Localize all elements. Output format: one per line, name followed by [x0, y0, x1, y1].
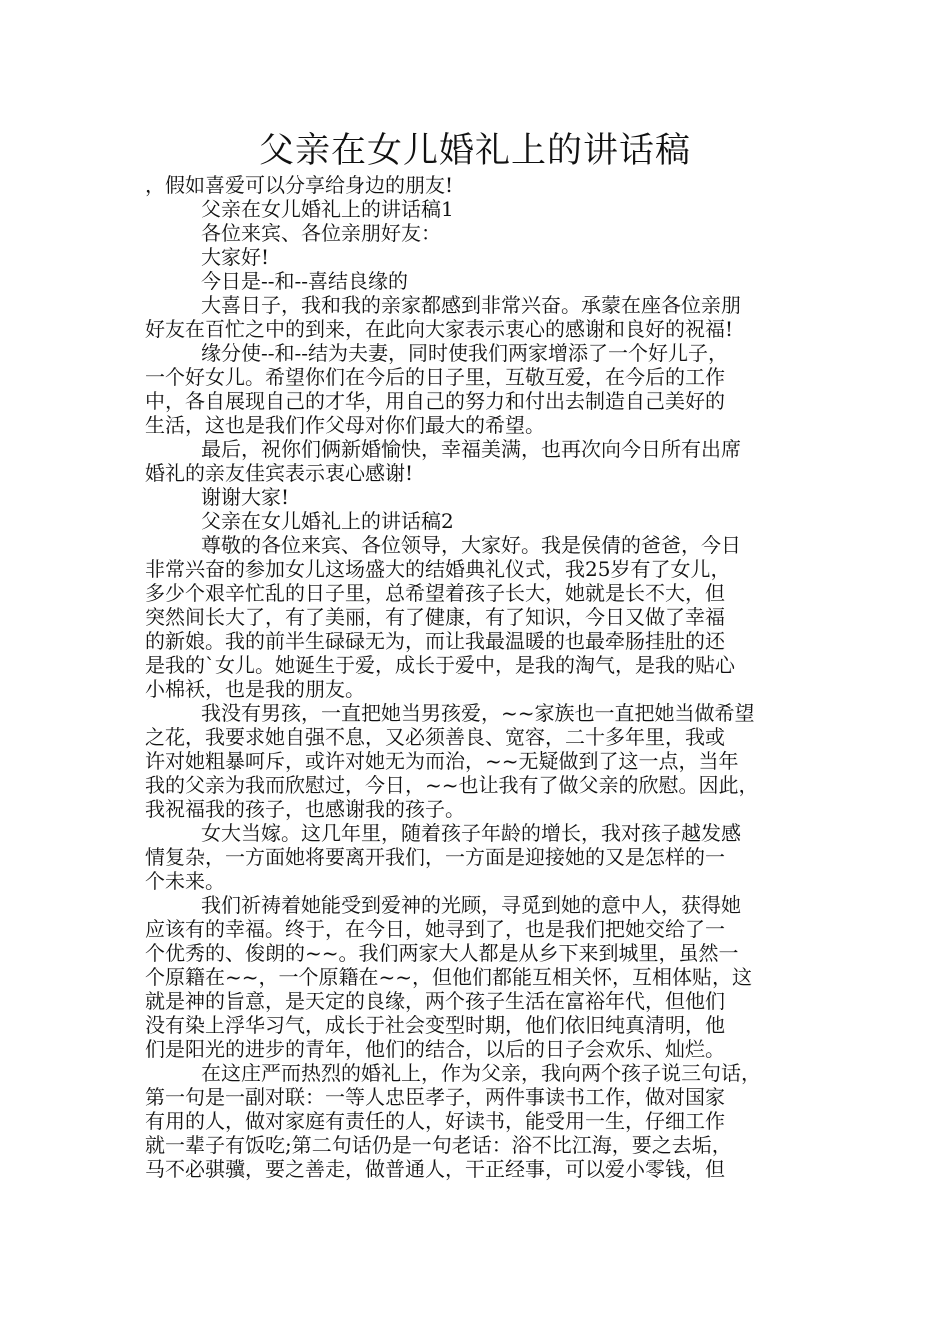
text-line: 个优秀的、俊朗的~~。我们两家大人都是从乡下来到城里，虽然一 — [145, 941, 739, 965]
text-line: 小棉袄，也是我的朋友。 — [145, 677, 365, 701]
text-line: 非常兴奋的参加女儿这场盛大的结婚典礼仪式，我25岁有了女儿， — [145, 557, 731, 581]
text-line: 好友在百忙之中的到来，在此向大家表示衷心的感谢和良好的祝福! — [145, 317, 734, 341]
text-line: 今日是--和--喜结良缘的 — [201, 269, 409, 293]
text-line: 我们祈祷着她能受到爱神的光顾，寻觅到她的意中人，获得她 — [201, 893, 741, 917]
text-line: 个未来。 — [145, 869, 225, 893]
text-line: 第一句是一副对联：一等人忠臣孝子，两件事读书工作，做对国家 — [145, 1085, 725, 1109]
text-line: 就是神的旨意，是天定的良缘，两个孩子生活在富裕年代，但他们 — [145, 989, 725, 1013]
text-line: 在这庄严而热烈的婚礼上，作为父亲，我向两个孩子说三句话， — [201, 1061, 761, 1085]
text-line: 是我的`女儿。她诞生于爱，成长于爱中，是我的淘气，是我的贴心 — [145, 653, 735, 677]
text-line: 婚礼的亲友佳宾表示衷心感谢! — [145, 461, 414, 485]
text-line: 我的父亲为我而欣慰过，今日，~~也让我有了做父亲的欣慰。因此， — [145, 773, 759, 797]
text-line: 大喜日子，我和我的亲家都感到非常兴奋。承蒙在座各位亲朋 — [201, 293, 741, 317]
text-line: 谢谢大家! — [201, 485, 290, 509]
text-line: 应该有的幸福。终于，在今日，她寻到了，也是我们把她交给了一 — [145, 917, 725, 941]
text-line: 个原籍在~~，一个原籍在~~，但他们都能互相关怀，互相体贴，这 — [145, 965, 753, 989]
text-line: 我祝福我的孩子，也感谢我的孩子。 — [145, 797, 465, 821]
text-line: 尊敬的各位来宾、各位领导，大家好。我是侯倩的爸爸，今日 — [201, 533, 741, 557]
text-line: 就一辈子有饭吃;第二句话仍是一句老话：浴不比江海，要之去垢， — [145, 1133, 732, 1157]
text-line: 生活，这也是我们作父母对你们最大的希望。 — [145, 413, 545, 437]
document-body — [145, 173, 823, 1181]
text-line: 有用的人，做对家庭有责任的人，好读书，能受用一生，仔细工作 — [145, 1109, 725, 1133]
text-line: 女大当嫁。这几年里，随着孩子年龄的增长，我对孩子越发感 — [201, 821, 741, 845]
text-line: 们是阳光的进步的青年，他们的结合，以后的日子会欢乐、灿烂。 — [145, 1037, 725, 1061]
document-title: 父亲在女儿婚礼上的讲话稿 — [258, 131, 691, 171]
text-line: 大家好! — [201, 245, 270, 269]
text-line: 多少个艰辛忙乱的日子里，总希望着孩子长大，她就是长不大，但 — [145, 581, 725, 605]
text-line: 中，各自展现自己的才华，用自己的努力和付出去制造自己美好的 — [145, 389, 725, 413]
text-line: ，假如喜爱可以分享给身边的朋友! — [145, 173, 454, 197]
text-line: 各位来宾、各位亲朋好友： — [201, 221, 441, 245]
text-line: 许对她粗暴呵斥，或许对她无为而治，~~无疑做到了这一点，当年 — [145, 749, 739, 773]
text-line: 父亲在女儿婚礼上的讲话稿1 — [201, 197, 454, 221]
text-line: 一个好女儿。希望你们在今后的日子里，互敬互爱，在今后的工作 — [145, 365, 725, 389]
text-line: 我没有男孩，一直把她当男孩爱，~~家族也一直把她当做希望 — [201, 701, 755, 725]
text-line: 的新娘。我的前半生碌碌无为，而让我最温暖的也最牵肠挂肚的还 — [145, 629, 725, 653]
text-line: 最后，祝你们俩新婚愉快，幸福美满，也再次向今日所有出席 — [201, 437, 741, 461]
text-line: 情复杂，一方面她将要离开我们，一方面是迎接她的又是怎样的一 — [145, 845, 725, 869]
text-line: 没有染上浮华习气，成长于社会变型时期，他们依旧纯真清明，他 — [145, 1013, 725, 1037]
text-line: 缘分使--和--结为夫妻，同时使我们两家增添了一个好儿子， — [201, 341, 729, 365]
text-line: 马不必骐骥，要之善走，做普通人，干正经事，可以爱小零钱，但 — [145, 1157, 725, 1181]
text-line: 之花，我要求她自强不息，又必须善良、宽容，二十多年里，我或 — [145, 725, 725, 749]
text-line: 突然间长大了，有了美丽，有了健康，有了知识，今日又做了幸福 — [145, 605, 725, 629]
text-line: 父亲在女儿婚礼上的讲话稿2 — [201, 509, 454, 533]
